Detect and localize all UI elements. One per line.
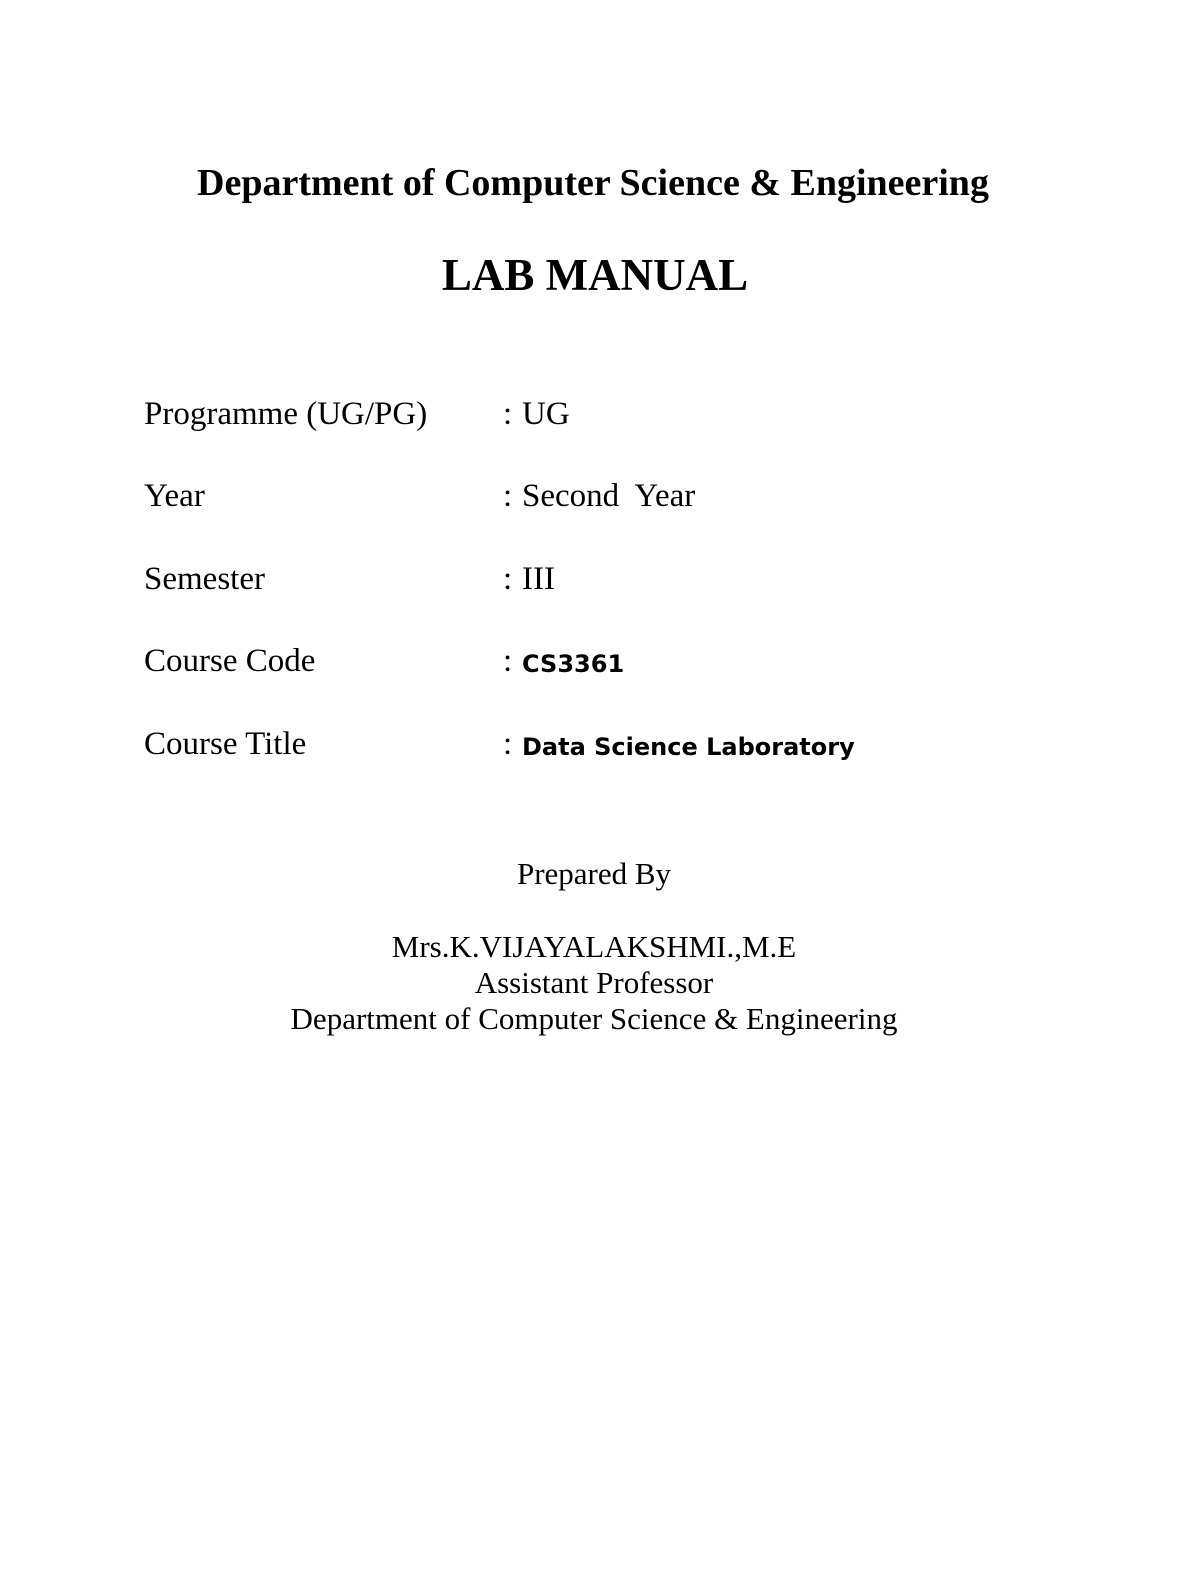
year-value: Second Year [522, 478, 696, 514]
course-code-colon: : [503, 643, 513, 679]
author-designation: Assistant Professor [474, 965, 714, 1000]
programme-row [144, 392, 1044, 436]
course-title-colon: : [503, 726, 513, 762]
course-title-row [144, 722, 1044, 766]
semester-row [144, 557, 1044, 601]
document-title: LAB MANUAL [441, 250, 749, 300]
author-block [0, 929, 1188, 1037]
semester-colon: : [503, 561, 513, 597]
programme-colon: : [503, 396, 513, 432]
department-heading: Department of Computer Science & Engineering [197, 162, 989, 204]
course-title-value: Data Science Laboratory [522, 733, 855, 761]
semester-value: III [522, 561, 555, 597]
semester-label: Semester [144, 561, 265, 597]
programme-value: UG [522, 396, 570, 432]
course-code-row [144, 639, 1044, 683]
prepared-by-heading: Prepared By [516, 856, 672, 891]
course-code-label: Course Code [144, 643, 316, 679]
author-name: Mrs.K.VIJAYALAKSHMI.,M.E [391, 929, 797, 964]
course-code-value: CS3361 [522, 650, 625, 678]
year-colon: : [503, 478, 513, 514]
course-title-label: Course Title [144, 726, 307, 762]
year-label: Year [144, 478, 205, 514]
programme-label: Programme (UG/PG) [144, 396, 428, 432]
year-row [144, 474, 1044, 518]
author-department: Department of Computer Science & Engineering [290, 1001, 898, 1036]
